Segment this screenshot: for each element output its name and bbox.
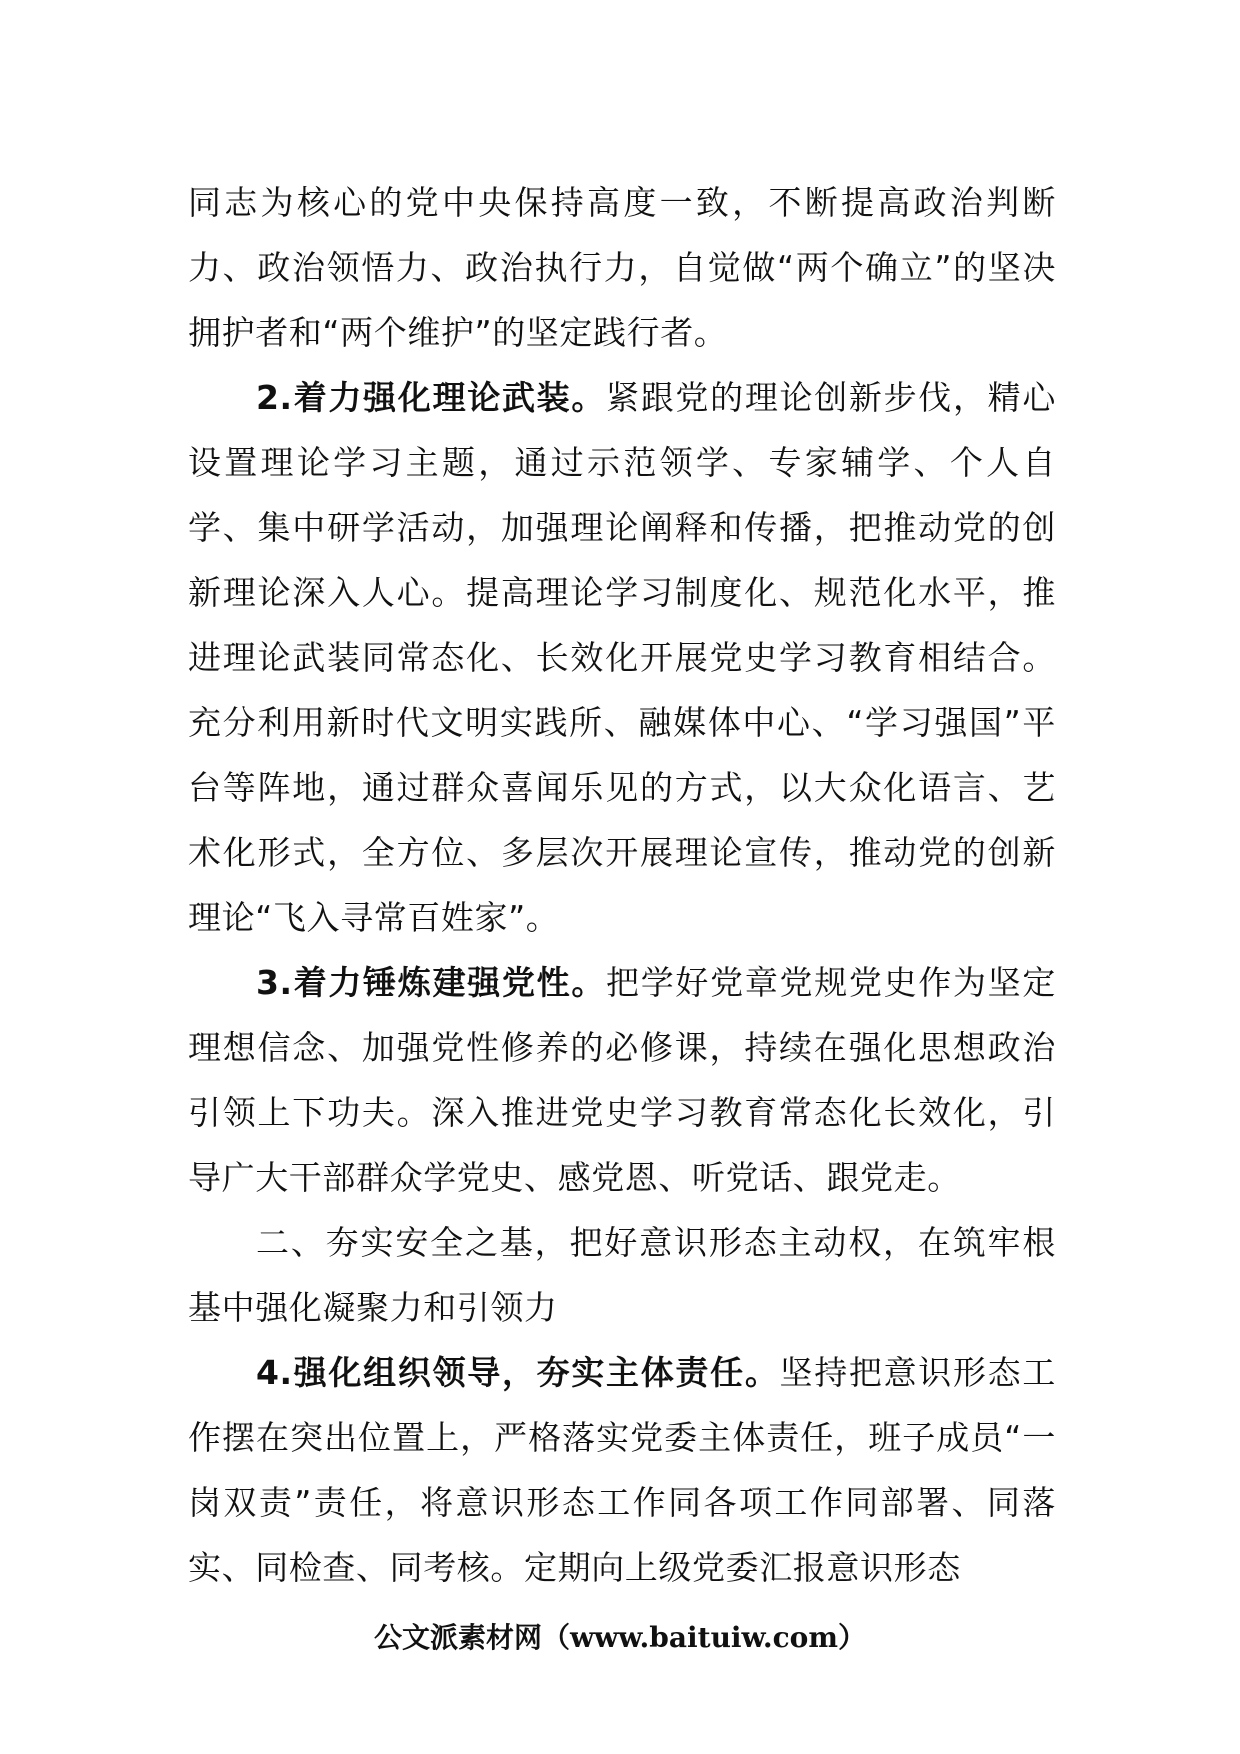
paragraph-text: 坚持把意识形态工作摆在突出位置上，严格落实党委主体责任，班子成员“一岗双责”责任，将意识形态工作同各项工作同部署、同落实、同检查、同考核。定期向上级党委汇报意识形态 bbox=[188, 1353, 1056, 1587]
paragraph-heading: 4.强化组织领导，夯实主体责任。 bbox=[256, 1353, 780, 1392]
document-body bbox=[188, 170, 1056, 1600]
paragraph-heading: 2.着力强化理论武装。 bbox=[256, 378, 607, 417]
paragraph-heading: 3.着力锤炼建强党性。 bbox=[256, 963, 607, 1002]
source-footer: 公文派素材网（www.baituiw.com） bbox=[374, 1621, 866, 1654]
paragraph-text: 把学好党章党规党史作为坚定理想信念、加强党性修养的必修课，持续在强化思想政治引领上下功夫。深入推进党史学习教育常态化长效化，引导广大干部群众学党史、感党恩、听党话、跟党走。 bbox=[188, 963, 1056, 1197]
paragraph-item-4 bbox=[188, 1340, 1056, 1600]
paragraph-item-2 bbox=[188, 365, 1056, 950]
section-heading-text: 二、夯实安全之基，把好意识形态主动权，在筑牢根基中强化凝聚力和引领力 bbox=[188, 1223, 1056, 1327]
paragraph-text: 紧跟党的理论创新步伐，精心设置理论学习主题，通过示范领学、专家辅学、个人自学、集中研学活动，加强理论阐释和传播，把推动党的创新理论深入人心。提高理论学习制度化、规范化水平，推进理论武装同常态化、长效化开展党史学习教育相结合。充分利用新时代文明实践所、融媒体中心、“学习强国”平台等阵地，通过群众喜闻乐见的方式，以大众化语言、艺术化形式，全方位、多层次开展理论宣传，推动党的创新理论“飞入寻常百姓家”。 bbox=[188, 378, 1056, 937]
paragraph-continuation bbox=[188, 170, 1056, 365]
section-heading-2 bbox=[188, 1210, 1056, 1340]
paragraph-text: 同志为核心的党中央保持高度一致，不断提高政治判断力、政治领悟力、政治执行力，自觉做“两个确立”的坚决拥护者和“两个维护”的坚定践行者。 bbox=[188, 183, 1056, 352]
paragraph-item-3 bbox=[188, 950, 1056, 1210]
